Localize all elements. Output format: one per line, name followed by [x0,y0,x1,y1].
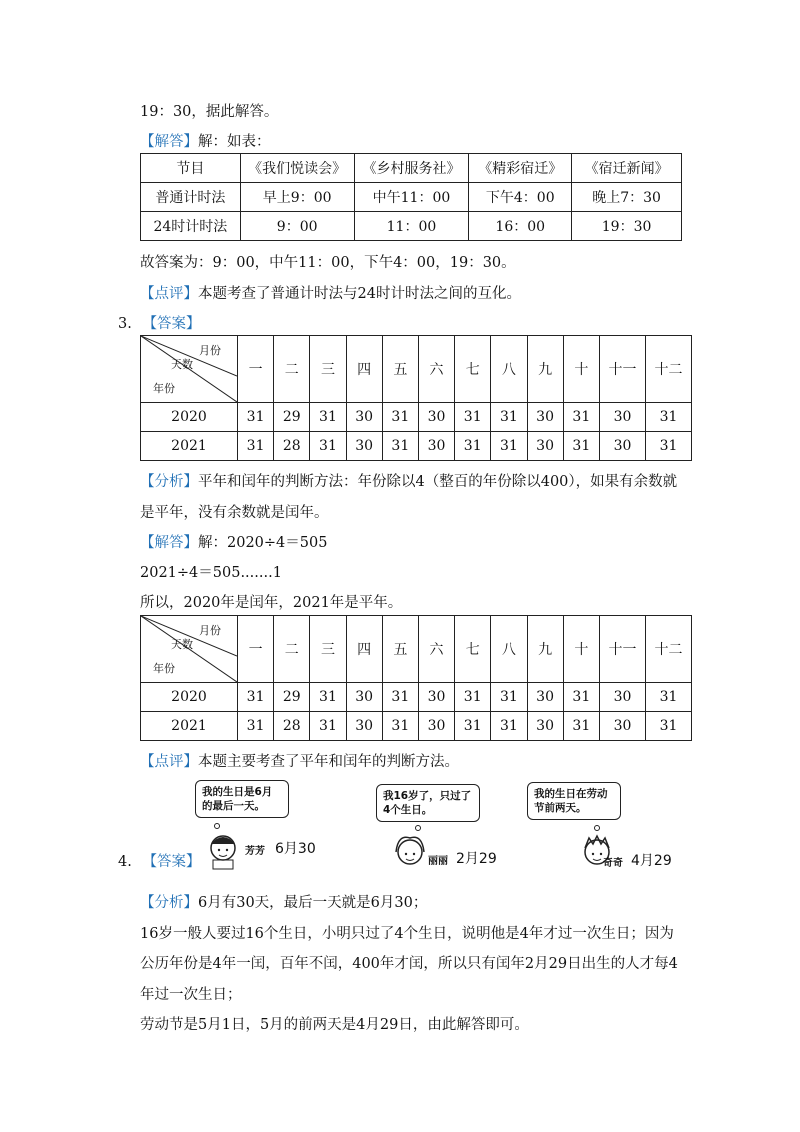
table-row [141,336,692,403]
month-header: 四 [346,616,382,683]
q3-analysis-line2: 是平年，没有余数就是闰年。 [140,505,329,521]
table-row [141,683,692,712]
table-row [141,154,682,183]
day-cell: 31 [238,403,274,432]
month-header: 十一 [600,336,646,403]
day-cell: 31 [382,403,418,432]
q3-solution-line1 [140,531,327,552]
day-cell: 31 [455,683,491,712]
q4-analysis-line2: 16岁一般人要过16个生日，小明只过了4个生日，说明他是4年才过一次生日；因为 [140,926,674,942]
month-header: 八 [491,616,527,683]
speech-bubble: 我的生日在劳动节前两天。 [527,782,621,820]
table-row [141,183,682,212]
day-cell: 31 [491,403,527,432]
month-header: 三 [310,336,346,403]
table-row [141,212,682,241]
table-cell: 普通计时法 [141,183,241,212]
day-cell: 30 [418,403,454,432]
month-header: 六 [418,616,454,683]
day-cell: 31 [310,683,346,712]
day-cell: 31 [455,432,491,461]
table-cell: 24时计时法 [141,212,241,241]
table-row [141,403,692,432]
kid-name: 奇奇 [603,858,623,869]
day-cell: 30 [346,432,382,461]
day-cell: 30 [346,403,382,432]
table-cell: 16：00 [469,212,572,241]
month-header: 九 [527,336,563,403]
month-header: 七 [455,616,491,683]
month-header: 一 [238,336,274,403]
day-cell: 31 [455,403,491,432]
intro-line: 19：30，据此解答。 [140,104,279,120]
day-cell: 31 [382,712,418,741]
analysis-tag: 【分析】 [140,474,198,490]
diagonal-header-cell [141,336,238,403]
kid-birthday: 2月29 [456,851,497,867]
diag-label-year: 年份 [153,382,175,395]
month-header: 十二 [646,336,692,403]
month-header: 二 [274,616,310,683]
table-cell: 11：00 [354,212,469,241]
speech-bubble: 我16岁了，只过了4个生日。 [376,784,480,822]
month-header: 十二 [646,616,692,683]
table-cell: 下午4：00 [469,183,572,212]
day-cell: 29 [274,403,310,432]
month-header: 一 [238,616,274,683]
day-cell: 28 [274,712,310,741]
day-cell: 31 [455,712,491,741]
diag-label-days: 天数 [171,638,193,651]
month-header: 十 [563,616,599,683]
speech-bubble: 我的生日是6月的最后一天。 [195,780,289,818]
answer-tag: 【答案】 [142,316,201,332]
calendar-table-answer [140,335,692,461]
month-header: 六 [418,336,454,403]
day-cell: 31 [563,683,599,712]
review-text: 本题主要考查了平年和闰年的判断方法。 [198,754,459,770]
day-cell: 31 [310,403,346,432]
diag-label-days: 天数 [171,358,193,371]
day-cell: 31 [563,712,599,741]
day-cell: 31 [382,683,418,712]
day-cell: 31 [310,712,346,741]
question-number: 3. [118,316,132,332]
q2-review-line [140,282,521,303]
diagonal-header-cell [141,616,238,683]
table-cell: 早上9：00 [240,183,354,212]
table-cell: 《宿迁新闻》 [572,154,682,183]
day-cell: 31 [382,432,418,461]
day-cell: 31 [491,683,527,712]
day-cell: 31 [491,712,527,741]
q3-solution-line3: 所以，2020年是闰年，2021年是平年。 [140,595,403,611]
diag-label-month: 月份 [199,344,221,357]
table-row [141,712,692,741]
day-cell: 31 [310,432,346,461]
cartoon-kid-2 [370,780,510,870]
q4-header [118,850,200,871]
solution-tag: 【解答】 [140,535,198,551]
kid-name: 芳芳 [245,846,265,857]
solution-text: 解：2020÷4＝505 [198,535,328,551]
calendar-table-solution [140,615,692,741]
table-cell: 《我们悦读会》 [240,154,354,183]
review-text: 本题考查了普通计时法与24时计时法之间的互化。 [198,286,521,302]
table-cell: 《乡村服务社》 [354,154,469,183]
year-cell: 2021 [141,432,238,461]
question-number: 4. [118,854,132,870]
day-cell: 31 [646,712,692,741]
month-header: 十一 [600,616,646,683]
q2-conclusion: 故答案为：9：00，中午11：00，下午4：00，19：30。 [140,255,516,271]
day-cell: 30 [418,432,454,461]
analysis-text: 6月有30天，最后一天就是6月30； [198,895,428,911]
day-cell: 30 [418,712,454,741]
q3-solution-line2: 2021÷4＝505.......1 [140,565,282,581]
table-cell: 19：30 [572,212,682,241]
day-cell: 30 [600,432,646,461]
day-cell: 31 [646,683,692,712]
table-cell: 晚上7：30 [572,183,682,212]
time-conversion-table [140,153,682,241]
analysis-text: 平年和闰年的判断方法：年份除以4（整百的年份除以400），如果有余数就 [198,474,678,490]
table-cell: 《精彩宿迁》 [469,154,572,183]
month-header: 二 [274,336,310,403]
diag-label-year: 年份 [153,662,175,675]
q3-analysis-line1 [140,470,677,491]
table-row [141,432,692,461]
q4-analysis-line1 [140,891,427,912]
day-cell: 30 [600,683,646,712]
day-cell: 30 [527,432,563,461]
day-cell: 30 [346,683,382,712]
day-cell: 30 [527,712,563,741]
table-cell: 节目 [141,154,241,183]
q3-review-line [140,750,459,771]
month-header: 五 [382,616,418,683]
month-header: 九 [527,616,563,683]
day-cell: 31 [646,403,692,432]
kid-birthday: 4月29 [631,853,672,869]
day-cell: 31 [238,683,274,712]
day-cell: 31 [563,432,599,461]
year-cell: 2020 [141,683,238,712]
day-cell: 31 [646,432,692,461]
answer-tag: 【解答】 [140,134,198,150]
q3-header [118,312,200,333]
day-cell: 29 [274,683,310,712]
month-header: 四 [346,336,382,403]
q4-analysis-line3: 公历年份是4年一闰，百年不闰，400年才闰，所以只有闰年2月29日出生的人才每4 [140,956,678,972]
cartoon-kid-3 [527,780,677,875]
day-cell: 30 [527,683,563,712]
day-cell: 31 [238,432,274,461]
answer-tag: 【答案】 [142,854,201,870]
review-tag: 【点评】 [140,754,198,770]
q4-analysis-line5: 劳动节是5月1日，5月的前两天是4月29日，由此解答即可。 [140,1017,529,1033]
month-header: 五 [382,336,418,403]
day-cell: 30 [346,712,382,741]
table-cell: 9：00 [240,212,354,241]
review-tag: 【点评】 [140,286,198,302]
month-header: 十 [563,336,599,403]
month-header: 七 [455,336,491,403]
table-cell: 中午11：00 [354,183,469,212]
month-header: 三 [310,616,346,683]
month-header: 八 [491,336,527,403]
day-cell: 30 [600,403,646,432]
cartoon-kid-1 [195,780,335,870]
day-cell: 31 [238,712,274,741]
table-row [141,616,692,683]
q4-analysis-line4: 年过一次生日； [140,987,242,1003]
answer-text: 解：如表： [198,134,271,150]
day-cell: 30 [527,403,563,432]
year-cell: 2020 [141,403,238,432]
day-cell: 30 [418,683,454,712]
year-cell: 2021 [141,712,238,741]
day-cell: 28 [274,432,310,461]
day-cell: 31 [563,403,599,432]
analysis-tag: 【分析】 [140,895,198,911]
q2-answer-line [140,130,271,151]
kid-name: 丽丽 [428,856,448,867]
diag-label-month: 月份 [199,624,221,637]
kid-birthday: 6月30 [275,841,316,857]
day-cell: 30 [600,712,646,741]
day-cell: 31 [491,432,527,461]
